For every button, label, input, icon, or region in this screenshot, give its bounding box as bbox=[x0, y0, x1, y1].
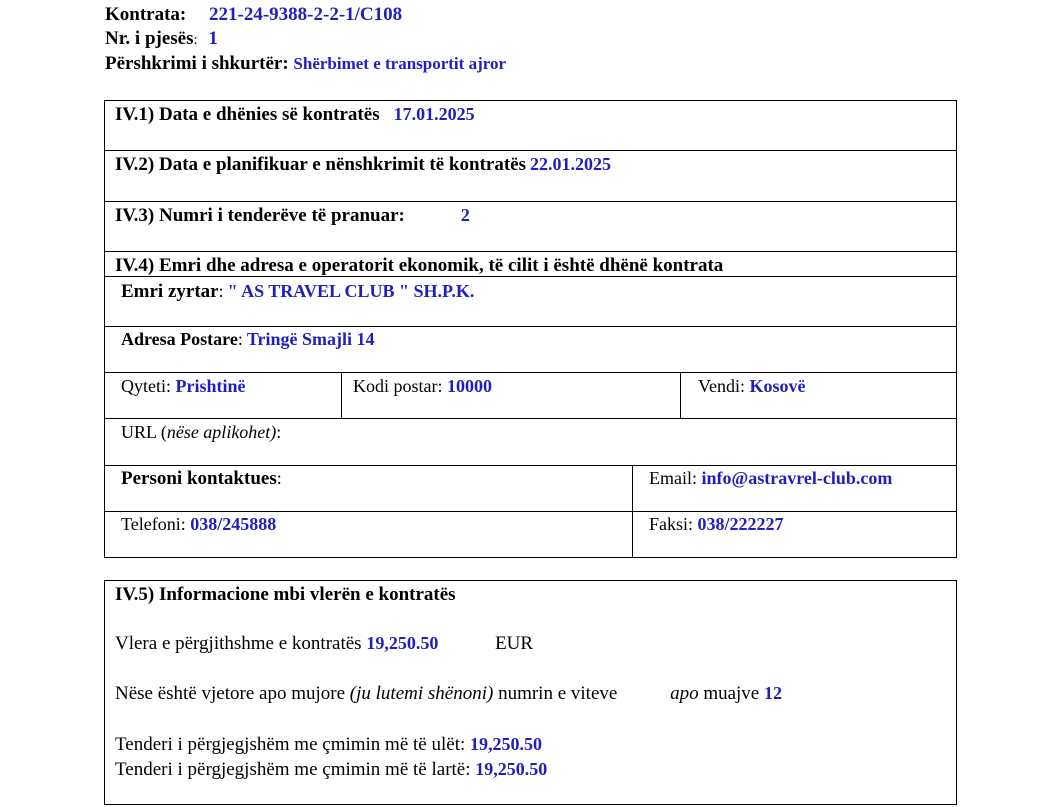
lowest-tender-value: 19,250.50 bbox=[470, 734, 542, 754]
official-name-colon: : bbox=[218, 281, 224, 301]
url-note: nëse aplikohet) bbox=[166, 422, 277, 442]
phone-cell bbox=[121, 514, 276, 535]
contact-person-cell bbox=[121, 468, 282, 490]
fax-cell bbox=[649, 514, 784, 535]
contact-person-label: Personi kontaktues bbox=[121, 468, 277, 489]
total-value-row bbox=[115, 633, 533, 655]
url-row bbox=[121, 422, 281, 443]
contract-value-section bbox=[104, 580, 957, 805]
tenders-received-label: IV.3) Numri i tenderëve të pranuar: bbox=[115, 205, 405, 226]
lowest-tender-row bbox=[115, 734, 542, 756]
contract-number: 221-24-9388-2-2-1/C108 bbox=[209, 4, 403, 25]
postal-address-value: Tringë Smajli 14 bbox=[246, 329, 375, 349]
divider bbox=[105, 326, 956, 327]
country-label: Vendi: bbox=[698, 376, 745, 396]
tenders-received-value: 2 bbox=[460, 205, 470, 225]
phone-label: Telefoni: bbox=[121, 514, 186, 534]
postal-code-value: 10000 bbox=[447, 376, 492, 396]
highest-tender-label: Tenderi i përgjegjshëm me çmimin më të lartë: bbox=[115, 759, 471, 780]
part-label: Nr. i pjesës bbox=[105, 28, 194, 49]
description-label: Përshkrimi i shkurtër: bbox=[105, 53, 289, 74]
highest-tender-row bbox=[115, 759, 547, 781]
country-cell bbox=[698, 376, 806, 397]
part-number: 1 bbox=[208, 28, 218, 49]
contract-line bbox=[105, 4, 402, 26]
highest-tender-value: 19,250.50 bbox=[475, 759, 548, 779]
divider bbox=[341, 372, 342, 418]
url-colon: : bbox=[276, 422, 282, 442]
duration-or: apo bbox=[670, 683, 699, 704]
part-colon: : bbox=[193, 32, 198, 48]
fax-label: Faksi: bbox=[649, 514, 694, 534]
contact-person-colon: : bbox=[276, 468, 282, 488]
postal-address-row bbox=[121, 329, 375, 350]
tenders-received-row bbox=[115, 205, 470, 227]
total-value-amount: 19,250.50 bbox=[366, 633, 439, 653]
official-name-row bbox=[121, 281, 474, 303]
part-line bbox=[105, 28, 218, 50]
divider bbox=[105, 150, 956, 151]
contract-value-title: IV.5) Informacione mbi vlerën e kontratës bbox=[115, 584, 456, 605]
official-name-label: Emri zyrtar bbox=[121, 281, 219, 302]
postal-address-colon: : bbox=[237, 329, 243, 349]
divider bbox=[105, 418, 956, 419]
divider bbox=[680, 372, 681, 418]
signing-date-value: 22.01.2025 bbox=[529, 154, 611, 174]
lowest-tender-label: Tenderi i përgjegjshëm me çmimin më të ulët: bbox=[115, 734, 466, 755]
duration-months-value: 12 bbox=[764, 683, 782, 703]
currency: EUR bbox=[495, 633, 534, 654]
duration-row bbox=[115, 683, 782, 705]
postal-address-label: Adresa Postare bbox=[121, 329, 238, 349]
postal-code-cell bbox=[353, 376, 492, 397]
divider bbox=[105, 465, 956, 466]
operator-section-title: IV.4) Emri dhe adresa e operatorit ekonomik, të cilit i është dhënë kontrata bbox=[115, 255, 724, 276]
email-value: info@astravrel-club.com bbox=[701, 468, 893, 488]
award-date-value: 17.01.2025 bbox=[393, 104, 475, 124]
city-value: Prishtinë bbox=[175, 376, 246, 396]
official-name-value: " AS TRAVEL CLUB " SH.P.K. bbox=[227, 281, 475, 301]
divider bbox=[105, 251, 956, 252]
award-details-table bbox=[104, 100, 957, 558]
phone-value: 038/245888 bbox=[190, 514, 277, 534]
description-value: Shërbimet e transportit ajror bbox=[293, 54, 507, 73]
duration-years-label: numrin e viteve bbox=[498, 683, 618, 704]
award-date-row bbox=[115, 104, 475, 126]
total-value-label: Vlera e përgjithshme e kontratës bbox=[115, 633, 362, 654]
email-cell bbox=[649, 468, 892, 489]
city-cell bbox=[121, 376, 246, 397]
contract-label: Kontrata: bbox=[105, 4, 187, 25]
postal-code-label: Kodi postar: bbox=[353, 376, 443, 396]
country-value: Kosovë bbox=[749, 376, 806, 396]
city-label: Qyteti: bbox=[121, 376, 171, 396]
fax-value: 038/222227 bbox=[697, 514, 784, 534]
duration-prefix: Nëse është vjetore apo mujore bbox=[115, 683, 346, 704]
divider bbox=[105, 372, 956, 373]
duration-note: (ju lutemi shënoni) bbox=[349, 683, 494, 704]
duration-months-label: muajve bbox=[703, 683, 760, 704]
award-date-label: IV.1) Data e dhënies së kontratës bbox=[115, 104, 380, 125]
url-label: URL ( bbox=[121, 422, 167, 442]
signing-date-row bbox=[115, 154, 611, 176]
divider bbox=[632, 465, 633, 558]
signing-date-label: IV.2) Data e planifikuar e nënshkrimit të kontratës bbox=[115, 154, 526, 175]
email-label: Email: bbox=[649, 468, 697, 488]
description-line bbox=[105, 53, 506, 75]
divider bbox=[105, 201, 956, 202]
divider bbox=[105, 511, 956, 512]
